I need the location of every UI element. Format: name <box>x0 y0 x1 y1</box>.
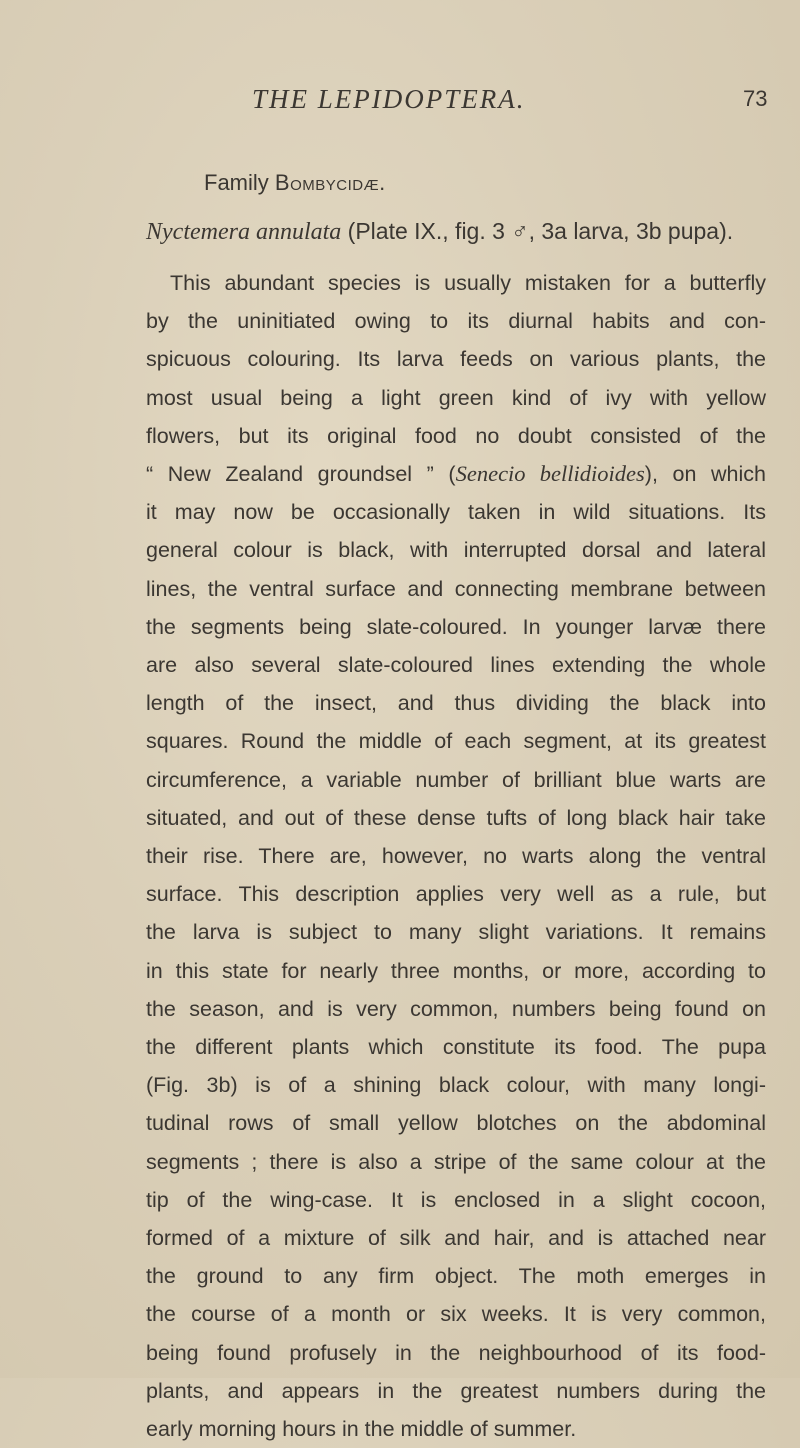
text-line: most usual being a light green kind of ivy with yellow <box>146 385 766 410</box>
text-line: the ground to any firm object. The moth emerges in <box>146 1264 766 1289</box>
text-line: in this state for nearly three months, or more, according to <box>146 958 766 983</box>
text-line: being found profusely in the neighbourhood of its food- <box>146 1340 766 1365</box>
species-heading <box>146 218 766 246</box>
page-number: 73 <box>743 86 768 111</box>
body-paragraph <box>146 264 766 1448</box>
text-line: flowers, but its original food no doubt consisted of the <box>146 423 766 448</box>
family-name: Bombycidæ. <box>274 170 386 195</box>
text-line: (Fig. 3b) is of a shining black colour, with many longi- <box>146 1073 766 1098</box>
species-reference: (Plate IX., fig. 3 ♂, 3a larva, 3b pupa). <box>341 218 734 244</box>
text-line: are also several slate-coloured lines extending the whole <box>146 653 766 678</box>
text-line: by the uninitiated owing to its diurnal habits and con- <box>146 309 766 334</box>
text-line: This abundant species is usually mistaken for a butterfly <box>170 271 766 295</box>
text-line-segment: “ New Zealand groundsel ” ( <box>146 462 456 487</box>
running-title: THE LEPIDOPTERA. <box>252 84 526 114</box>
text-line: the season, and is very common, numbers being found on <box>146 996 766 1021</box>
text-line: squares. Round the middle of each segment, at its greatest <box>146 729 766 754</box>
text-line: surface. This description applies very well as a rule, but <box>146 882 766 907</box>
species-name: Nyctemera annulata <box>146 219 342 245</box>
text-line: early morning hours in the middle of summer. <box>146 1417 577 1442</box>
running-head <box>0 84 800 124</box>
text-line: it may now be occasionally taken in wild situations. Its <box>146 500 766 525</box>
text-line: plants, and appears in the greatest numbers during the <box>146 1378 766 1403</box>
text-line: length of the insect, and thus dividing the black into <box>146 691 766 716</box>
text-line: general colour is black, with interrupted dorsal and lateral <box>146 538 766 563</box>
text-line: tudinal rows of small yellow blotches on the abdominal <box>146 1111 766 1136</box>
text-line: tip of the wing-case. It is enclosed in a slight cocoon, <box>146 1187 766 1212</box>
text-line: spicuous colouring. Its larva feeds on various plants, the <box>146 347 766 372</box>
family-heading-prefix: Family <box>204 170 275 195</box>
text-line: segments ; there is also a stripe of the same colour at the <box>146 1149 766 1174</box>
family-heading <box>204 170 386 196</box>
text-line: the larva is subject to many slight variations. It remains <box>146 920 766 945</box>
text-line: situated, and out of these dense tufts of long black hair take <box>146 805 766 830</box>
text-line: lines, the ventral surface and connecting membrane between <box>146 576 766 601</box>
text-line: their rise. There are, however, no warts along the ventral <box>146 844 766 869</box>
text-line-segment: ), on which <box>644 462 767 487</box>
text-line: formed of a mixture of silk and hair, and is attached near <box>146 1226 766 1251</box>
scientific-name: Senecio bellidioides <box>455 461 645 487</box>
text-line: the course of a month or six weeks. It is very common, <box>146 1302 766 1327</box>
text-line <box>146 455 766 493</box>
text-line: the different plants which constitute its food. The pupa <box>146 1035 766 1060</box>
text-line: the segments being slate-coloured. In younger larvæ there <box>146 614 766 639</box>
text-line: circumference, a variable number of brilliant blue warts are <box>146 767 766 792</box>
